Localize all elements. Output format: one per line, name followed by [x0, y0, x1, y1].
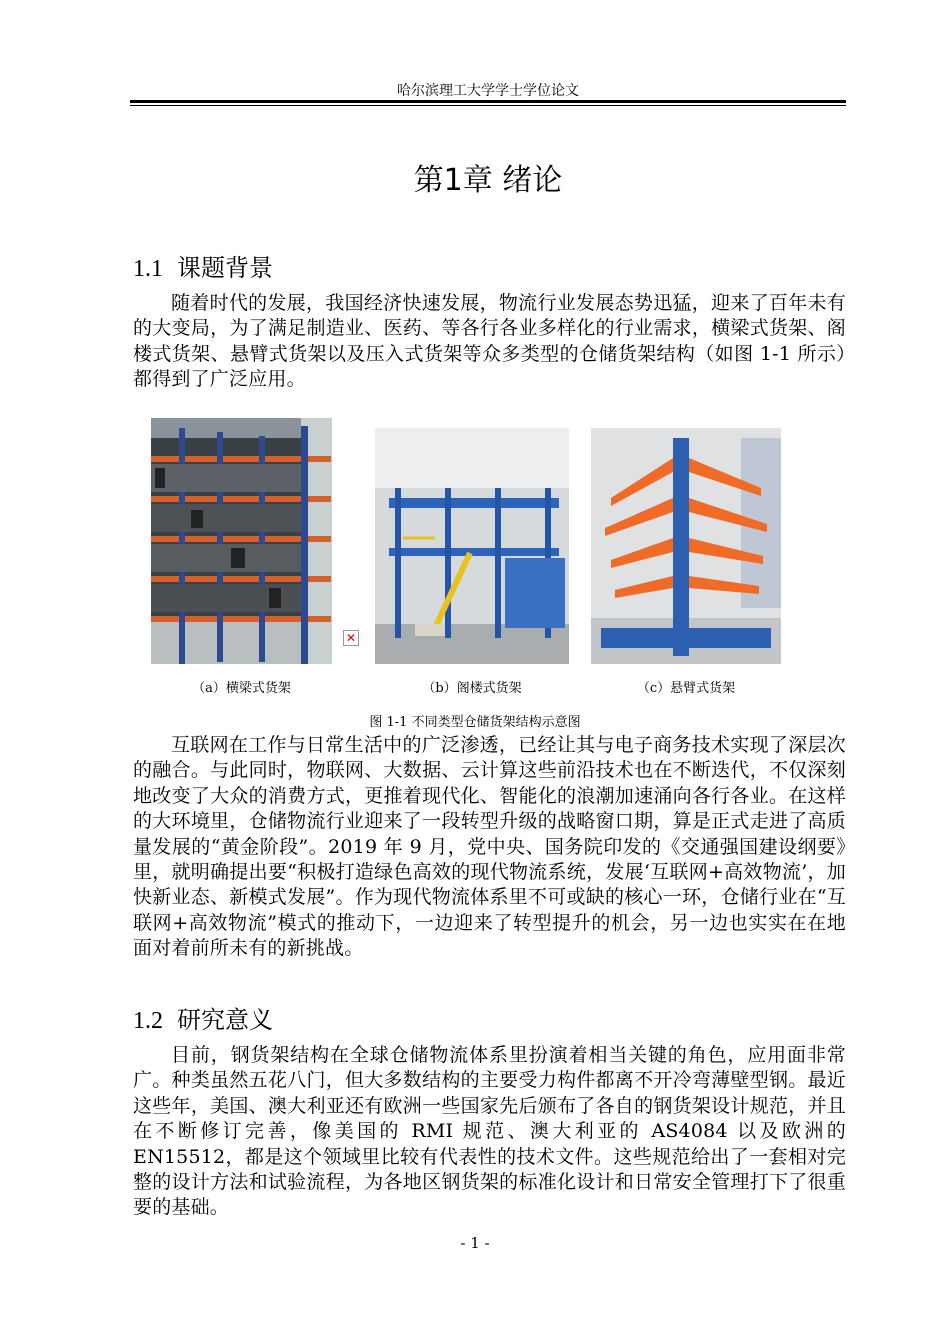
- section-heading-1-2: [133, 1000, 273, 1035]
- paragraph-significance: 目前，钢货架结构在全球仓储物流体系里扮演着相当关键的角色，应用面非常广。种类虽然五花八门，但大多数结构的主要受力构件都离不开冷弯薄壁型钢。最近这些年，美国、澳大利亚还有欧洲一些国家先后颁布了各自的钢货架设计规范，并且在不断修订完善，像美国的 RMI 规范、澳大利亚的 AS4084 以及欧洲的 EN15512，都是这个领域里比较有代表性的技术文件。这些规范给出了一套相对完整的设计方法和试验流程，为各地区钢货架的标准化设计和日常安全管理打下了很重要的基础。: [133, 1044, 846, 1219]
- photo-beam-rack: [151, 418, 332, 664]
- header-rule-thick: [130, 100, 846, 103]
- chapter-title: 第1章 绪论: [413, 163, 563, 198]
- section-number: 1.2: [133, 1008, 163, 1034]
- broken-image-icon: ✕: [343, 630, 359, 646]
- header-rule-thin: [130, 105, 846, 106]
- section-heading-1-1: [133, 248, 273, 283]
- figure-caption: 图 1-1 不同类型仓储货架结构示意图: [369, 715, 581, 730]
- page-number: - 1 -: [460, 1234, 490, 1252]
- subcaption-c: （c）悬臂式货架: [636, 681, 736, 696]
- section-title: 课题背景: [177, 254, 273, 282]
- section-number: 1.1: [133, 256, 163, 282]
- paragraph-internet: 互联网在工作与日常生活中的广泛渗透，已经让其与电子商务技术实现了深层次的融合。与此同时，物联网、大数据、云计算这些前沿技术也在不断迭代，不仅深刻地改变了大众的消费方式，更推着现代化、智能化的浪潮加速涌向各行各业。在这样的大环境里，仓储物流行业迎来了一段转型升级的战略窗口期，算是正式走进了高质量发展的“黄金阶段”。2019 年 9 月，党中央、国务院印发的《交通强国建设纲要》里，就明确提出要“积极打造绿色高效的现代物流系统，发展‘互联网+高效物流’，加快新业态、新模式发展”。作为现代物流体系里不可或缺的核心一环，仓储行业在“互联网+高效物流”模式的推动下，一边迎来了转型提升的机会，另一边也实实在在地面对着前所未有的新挑战。: [133, 734, 846, 960]
- figure-1-1: [0, 428, 950, 668]
- paragraph-background: 随着时代的发展，我国经济快速发展，物流行业发展态势迅猛，迎来了百年未有的大变局，为了满足制造业、医药、等各行各业多样化的行业需求，横梁式货架、阁楼式货架、悬臂式货架以及压入式货架等众多类型的仓储货架结构（如图 1-1 所示）都得到了广泛应用。: [133, 292, 846, 391]
- subcaption-a: （a）横梁式货架: [192, 681, 291, 696]
- subcaption-b: （b）阁楼式货架: [422, 681, 522, 696]
- photo-cantilever-rack: [591, 428, 781, 664]
- photo-mezzanine-rack: [375, 428, 569, 664]
- running-header: 哈尔滨理工大学学士学位论文: [397, 83, 579, 99]
- section-title: 研究意义: [177, 1006, 273, 1034]
